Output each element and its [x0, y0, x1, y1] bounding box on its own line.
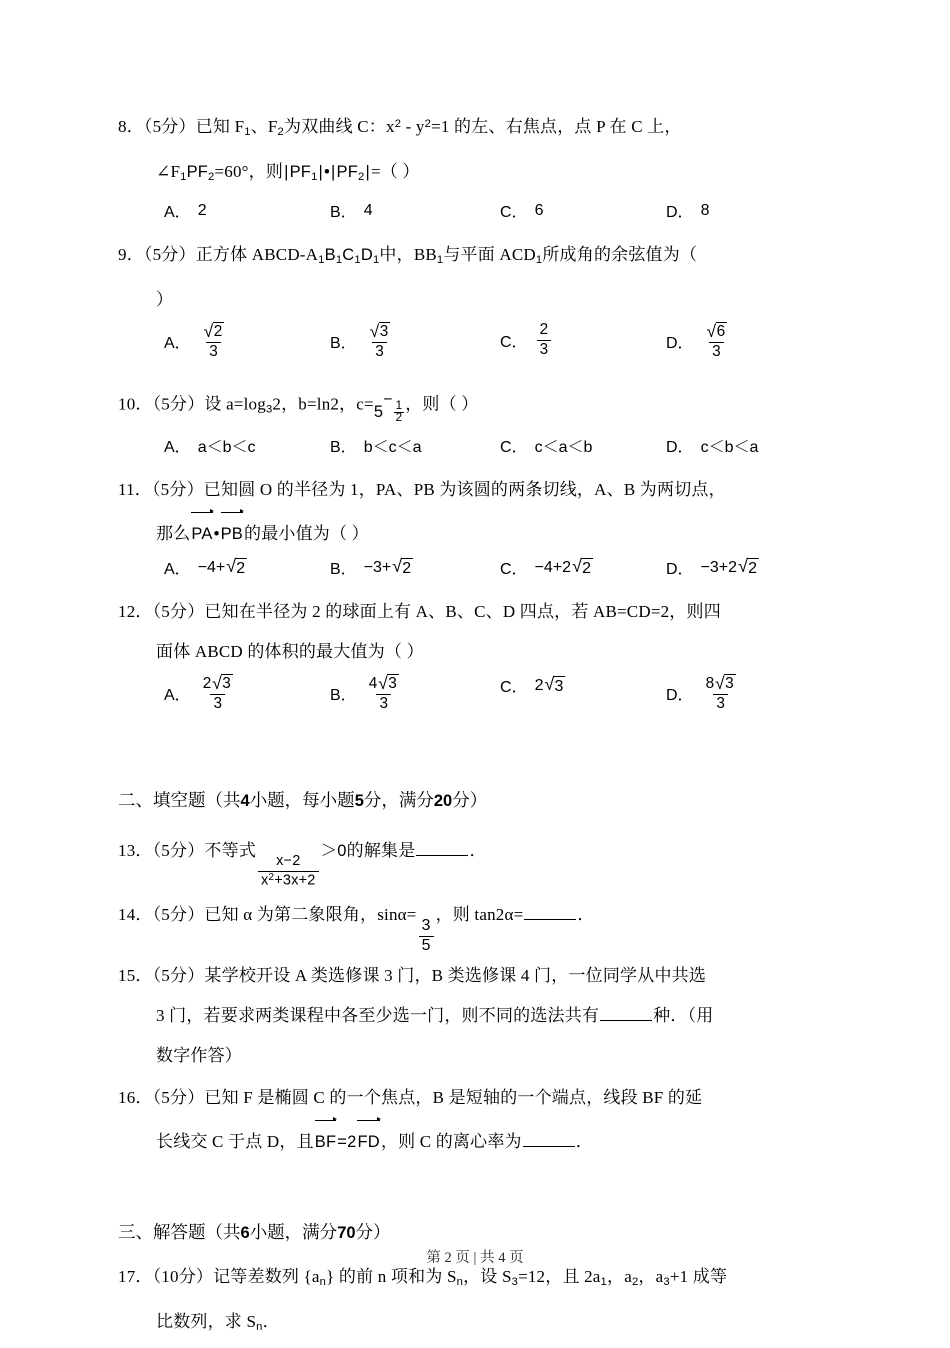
vector-bf-label: BF: [315, 1120, 336, 1162]
option-a[interactable]: [164, 322, 229, 359]
q8-pf1: PF: [289, 163, 312, 182]
question-16-points: （5分）: [152, 1088, 205, 1108]
q9-text-b: B: [324, 246, 336, 265]
question-9-options: [118, 322, 830, 378]
question-12-line-2: [118, 632, 830, 672]
q8-sup-1: 2: [394, 118, 402, 130]
dot-operator-icon: •: [324, 163, 331, 182]
question-11: [118, 470, 830, 590]
option-d-label: D．: [666, 439, 694, 457]
sqrt-icon: [572, 558, 593, 578]
question-8: [118, 104, 830, 233]
fraction-denominator: 5: [419, 936, 434, 955]
q8-text-d: - y: [401, 117, 425, 137]
question-10-number: 10．: [118, 394, 153, 414]
option-a-label: A．: [164, 204, 191, 222]
question-8-points: （5分）: [143, 117, 196, 137]
question-9-points: （5分）: [143, 245, 196, 265]
question-11-line-2: [118, 510, 830, 554]
question-16-line-2: [118, 1118, 830, 1162]
q9-text-f: 与平面 ACD: [443, 245, 536, 265]
option-c[interactable]: [500, 674, 565, 697]
q15-text-2b: 种．（用: [653, 1006, 714, 1026]
question-17-points: （10分）: [152, 1267, 214, 1287]
section-3-total: 70: [337, 1224, 356, 1243]
option-b[interactable]: [330, 434, 422, 457]
q17-sub-3: 3: [511, 1276, 519, 1289]
question-10: [118, 380, 830, 468]
question-11-points: （5分）: [151, 480, 204, 500]
fraction-numerator: 1: [395, 399, 403, 412]
arrow-head-icon: [333, 1117, 337, 1121]
radical-sign: √: [226, 556, 237, 577]
q15-text-3: 数字作答）: [156, 1046, 242, 1066]
question-13-line-1: [118, 825, 830, 888]
exponent-fraction: [394, 401, 405, 425]
vector-bf: [315, 1118, 336, 1162]
fraction-numerator: 2: [539, 321, 549, 339]
vector-pa-label: PA: [191, 512, 212, 554]
option-c-value: 6: [534, 201, 544, 219]
section-2-prefix: 二、填空题（共: [118, 790, 241, 811]
question-8-line-2: [118, 152, 830, 197]
question-11-options: [118, 556, 830, 590]
option-b[interactable]: [330, 556, 413, 579]
option-d[interactable]: [666, 199, 709, 222]
answer-blank-14[interactable]: [524, 905, 576, 921]
q13-inequality: ＞0: [320, 842, 347, 861]
q9-text-c: C: [342, 246, 355, 265]
q9-sub-5: 1: [436, 254, 444, 267]
q16-text-2a: 长线交 C 于点 D，且: [156, 1132, 314, 1152]
option-c-coefficient: 2: [534, 676, 544, 694]
question-12: [118, 592, 830, 730]
fraction-denominator: 3: [372, 342, 387, 360]
question-15-points: （5分）: [152, 966, 205, 986]
radical-sign: √: [212, 672, 222, 693]
option-c-fraction: [537, 322, 552, 357]
denominator-exponent: 2: [268, 871, 275, 883]
q8-text-a: 已知 F: [195, 117, 245, 137]
question-9-number: 9．: [118, 245, 144, 265]
q13-text-a: 不等式: [204, 841, 257, 861]
option-a[interactable]: [164, 199, 207, 222]
q9-sub-2: 1: [335, 254, 343, 267]
option-c-label: C．: [500, 333, 528, 351]
sqrt-icon: [378, 674, 399, 692]
q10-power-exponent: [383, 380, 405, 424]
question-10-options: [118, 434, 830, 468]
radicand: 3: [554, 677, 564, 695]
abs-bar-open-2: |: [331, 163, 336, 182]
option-a-label: A．: [164, 439, 191, 457]
section-3-prefix: 三、解答题（共: [118, 1222, 241, 1243]
section-2-total: 20: [433, 792, 453, 811]
option-b-prefix: −3+: [363, 558, 392, 576]
q8-pf: PF: [186, 163, 209, 182]
radicand: 2: [748, 559, 757, 577]
answer-blank-15[interactable]: [600, 1006, 652, 1022]
answer-blank-16[interactable]: [523, 1132, 575, 1148]
option-c-coef: 2: [562, 558, 572, 576]
vector-pa: [191, 510, 212, 554]
vector-pb: [221, 510, 243, 554]
radicand: 3: [379, 323, 389, 341]
question-9: [118, 235, 830, 378]
section-2-count: 4: [240, 792, 250, 811]
option-b-value: 4: [363, 201, 373, 219]
option-a[interactable]: [164, 434, 256, 457]
option-c-label: C．: [500, 679, 528, 697]
fraction-denominator: 3: [713, 694, 728, 712]
exponent-sign: −: [383, 391, 393, 409]
question-14: [118, 890, 830, 954]
option-d[interactable]: [666, 434, 758, 457]
arrow-head-icon: [210, 509, 214, 513]
q16-text-1: 已知 F 是椭圆 C 的一个焦点，B 是短轴的一个端点，线段 BF 的延: [204, 1088, 703, 1108]
option-c[interactable]: [500, 322, 553, 357]
question-14-points: （5分）: [152, 905, 205, 925]
q8-eq: =60°，则: [214, 162, 284, 182]
spacer-1: [118, 732, 830, 754]
q17-text-c: ，设 S: [463, 1267, 512, 1287]
sqrt-icon: [738, 558, 759, 578]
fraction-denominator: 3: [210, 694, 225, 712]
q9-sub-6: 1: [535, 254, 543, 267]
sqrt-icon: [212, 674, 233, 692]
question-16-line-1: [118, 1078, 830, 1118]
option-b-fraction: [366, 674, 402, 711]
q17-sub-n1: n: [319, 1276, 327, 1289]
abs-bar-close-2: |: [365, 163, 370, 182]
radicand: 3: [222, 675, 231, 693]
fraction-numerator: [703, 674, 739, 693]
question-8-options: [118, 199, 830, 233]
section-2-mid-1: 小题，每小题: [249, 790, 355, 811]
option-b-label: B．: [330, 686, 357, 704]
q8-text-e: =1 的左、右焦点，点 P 在 C 上，: [431, 117, 682, 137]
radicand: 2: [402, 559, 412, 577]
option-a[interactable]: [164, 674, 238, 711]
option-b-fraction: [366, 322, 394, 359]
question-17-line-2: [118, 1302, 830, 1347]
sqrt-icon: [715, 674, 736, 692]
option-c[interactable]: [500, 199, 543, 222]
radicand: 2: [213, 323, 223, 341]
sqrt-icon: [204, 322, 225, 340]
section-2-score: 5: [354, 792, 364, 811]
radical-sign: √: [738, 556, 748, 577]
q8-text-b: 、F: [250, 117, 278, 137]
section-2-mid-2: 分，满分: [363, 790, 434, 811]
q17-sub-3b: 3: [663, 1276, 670, 1289]
q9-text-a: 正方体 ABCD‑A: [195, 245, 319, 265]
coefficient: 8: [705, 675, 715, 693]
q9-text-e: 中，BB: [379, 245, 437, 265]
q8-sup-2: 2: [424, 118, 432, 130]
question-16-number: 16．: [118, 1088, 153, 1108]
radical-sign: √: [378, 672, 388, 693]
option-a-label: A．: [164, 561, 191, 579]
question-13-points: （5分）: [152, 841, 205, 861]
section-3-mid-1: 小题，满分: [249, 1222, 338, 1243]
answer-blank-13[interactable]: [416, 841, 468, 857]
q9-close-paren: ）: [156, 290, 174, 310]
q17-text-f: ，a: [638, 1267, 664, 1287]
q17-text-a: 记等差数列 {a: [213, 1267, 320, 1287]
option-a-prefix: −4+: [197, 558, 226, 576]
fraction-denominator: 3: [709, 342, 724, 360]
section-3-suffix: 分）: [355, 1222, 391, 1243]
question-16: [118, 1078, 830, 1162]
option-b-label: B．: [330, 334, 357, 352]
fraction-numerator: x−2: [276, 853, 301, 870]
option-b-label: B．: [330, 561, 357, 579]
fraction-denominator: 3: [376, 694, 391, 712]
q8-sub-2: 2: [277, 126, 284, 139]
q9-text-d: D: [360, 246, 373, 265]
option-c-label: C．: [500, 204, 528, 222]
q13-period: ．: [469, 841, 487, 861]
q8-sub-4: 2: [208, 171, 215, 184]
question-10-points: （5分）: [152, 394, 205, 414]
option-d[interactable]: [666, 674, 741, 711]
q14-text-b: ，则 tan2α=: [435, 905, 524, 925]
denominator-x: x: [261, 872, 269, 889]
fraction-denominator: 2: [395, 412, 403, 425]
q14-period: ．: [577, 905, 595, 925]
option-d-label: D．: [666, 686, 694, 704]
question-12-line-1: [118, 592, 830, 632]
q17-period: ．: [262, 1312, 280, 1332]
fraction-numerator: 3: [421, 917, 431, 935]
section-fill-in-blank-heading: [118, 780, 830, 821]
option-d-label: D．: [666, 204, 694, 222]
q9-sub-3: 1: [354, 254, 361, 267]
option-a-fraction: [200, 674, 236, 711]
question-8-number: 8．: [118, 117, 144, 137]
q14-fraction: [419, 918, 434, 954]
question-14-number: 14．: [118, 905, 153, 925]
option-d-prefix: −3+: [700, 558, 729, 576]
radicand: 2: [236, 559, 246, 577]
q8-sub-3: 1: [180, 171, 187, 184]
option-b[interactable]: [330, 322, 395, 359]
q11-text-b: 的最小值为（ ）: [244, 524, 369, 544]
q17-text-b: } 的前 n 项和为 S: [326, 1267, 457, 1287]
question-13-number: 13．: [118, 841, 153, 861]
question-15: [118, 956, 830, 1076]
option-d-fraction: [703, 322, 731, 359]
fraction-numerator: [200, 674, 236, 693]
sqrt-icon: [544, 676, 565, 696]
question-8-line-1: [118, 104, 830, 152]
abs-bar-open-1: |: [284, 163, 289, 182]
option-d[interactable]: [666, 322, 732, 359]
option-b-label: B．: [330, 439, 357, 457]
radical-sign: √: [715, 672, 725, 693]
q11-text-a: 那么: [156, 524, 191, 544]
option-d-coef: 2: [728, 558, 738, 576]
q9-sub-1: 1: [318, 254, 325, 267]
option-c[interactable]: [500, 434, 592, 457]
fraction-denominator: 3: [537, 340, 552, 358]
question-12-number: 12．: [118, 602, 153, 622]
q12-text-1: 已知在半径为 2 的球面上有 A、B、C、D 四点，若 AB=CD=2，则四: [204, 602, 721, 622]
option-d-value: 8: [700, 201, 710, 219]
section-2-suffix: 分）: [452, 790, 488, 811]
question-9-line-1: [118, 235, 830, 280]
vector-fd: [357, 1118, 379, 1162]
question-15-line-3: [118, 1036, 830, 1076]
q9-text-g: 所成角的余弦值为（: [542, 245, 698, 265]
dot-operator-icon: •: [213, 525, 220, 544]
radical-sign: √: [544, 674, 555, 695]
option-a-value: 2: [197, 201, 207, 219]
question-15-line-2: [118, 996, 830, 1036]
q11-text-1: 已知圆 O 的半径为 1，PA、PB 为该圆的两条切线，A、B 为两切点，: [203, 480, 726, 500]
q15-text-1: 某学校开设 A 类选修课 3 门，B 类选修课 4 门，一位同学从中共选: [204, 966, 707, 986]
sqrt-icon: [392, 558, 413, 578]
question-14-line-1: [118, 890, 830, 954]
q8-sub-6: 2: [358, 171, 365, 184]
q14-text-a: 已知 α 为第二象限角，sinα=: [204, 905, 417, 925]
q17-text-e: ，a: [607, 1267, 632, 1287]
fraction-numerator: [200, 322, 228, 341]
radicand: 3: [388, 675, 397, 693]
arrow-head-icon: [240, 509, 244, 513]
question-11-number: 11．: [118, 480, 152, 500]
question-10-line-1: [118, 380, 830, 432]
radicand: 6: [716, 323, 726, 341]
fraction-denominator: 3: [206, 342, 221, 360]
q17-text-2a: 比数列，求 S: [156, 1312, 257, 1332]
page-number-label: 第 2 页 | 共 4 页: [426, 1250, 524, 1266]
option-c[interactable]: [500, 556, 593, 579]
option-d-fraction: [703, 674, 739, 711]
radicand: 3: [725, 675, 734, 693]
coefficient: 2: [202, 675, 212, 693]
q12-text-2: 面体 ABCD 的体积的最大值为（ ）: [156, 642, 424, 662]
q13-fraction: [258, 854, 319, 888]
option-b[interactable]: [330, 674, 404, 711]
q16-period: ．: [575, 1132, 593, 1152]
spacer-2: [118, 1164, 830, 1186]
fraction-numerator: [703, 322, 731, 341]
question-9-line-2: [118, 280, 830, 320]
option-d-label: D．: [666, 561, 694, 579]
radical-sign: √: [572, 556, 582, 577]
q8-text-c: 为双曲线 C：x: [284, 117, 395, 137]
q8-sub-1: 1: [244, 126, 251, 139]
q8-pf2: PF: [336, 163, 358, 182]
q17-sub-n2: n: [456, 1276, 464, 1289]
question-12-points: （5分）: [152, 602, 205, 622]
fraction-numerator: [366, 674, 402, 693]
radical-sign: √: [369, 320, 380, 341]
q16-equals: =2: [337, 1133, 357, 1152]
option-c-prefix: −4+: [534, 558, 563, 576]
denominator-rest: +3x+2: [274, 872, 316, 889]
option-d-value: c＜b＜a: [700, 439, 759, 457]
q8-sub-5: 1: [311, 171, 318, 184]
option-a-value: a＜b＜c: [197, 439, 256, 457]
q13-text-c: 的解集是: [346, 841, 416, 861]
q10-power-base: 5: [373, 403, 384, 422]
question-17-number: 17．: [118, 1267, 153, 1287]
q17-sub-1: 1: [600, 1276, 607, 1289]
q17-sub-2: 2: [631, 1276, 639, 1289]
option-a-fraction: [200, 322, 228, 359]
q16-text-2b: ，则 C 的离心率为: [380, 1132, 522, 1152]
option-d-label: D．: [666, 334, 694, 352]
page-footer: [0, 1246, 950, 1267]
fraction-numerator: [366, 322, 394, 341]
question-12-options: [118, 674, 830, 730]
radicand: 2: [582, 559, 591, 577]
option-a-label: A．: [164, 686, 191, 704]
option-b[interactable]: [330, 199, 373, 222]
q10-text-a: 设 a=log: [204, 394, 266, 414]
section-3-count: 6: [240, 1224, 250, 1243]
vector-pb-label: PB: [221, 512, 243, 554]
option-c-label: C．: [500, 439, 528, 457]
q9-sub-4: 1: [372, 254, 380, 267]
question-15-number: 15．: [118, 966, 153, 986]
vector-fd-label: FD: [357, 1120, 379, 1162]
q8-angle: ∠F: [156, 162, 181, 182]
q10-text-c: ，则（ ）: [405, 394, 479, 414]
radical-sign: √: [706, 320, 716, 341]
option-b-label: B．: [330, 204, 357, 222]
coefficient: 4: [368, 675, 378, 693]
radical-sign: √: [203, 320, 214, 341]
option-b-value: b＜c＜a: [363, 439, 422, 457]
option-c-value: c＜a＜b: [534, 439, 593, 457]
option-d[interactable]: [666, 556, 759, 579]
question-15-line-1: [118, 956, 830, 996]
question-17: [118, 1257, 830, 1347]
sqrt-icon: [370, 322, 391, 340]
option-c-label: C．: [500, 561, 528, 579]
option-a[interactable]: [164, 556, 247, 579]
q15-text-2a: 3 门，若要求两类课程中各至少选一门，则不同的选法共有: [156, 1006, 600, 1026]
radical-sign: √: [392, 556, 403, 577]
question-13: [118, 825, 830, 888]
q10-text-b: 2，b=ln2，c=: [272, 394, 374, 414]
arrow-head-icon: [377, 1117, 381, 1121]
q8-end: =（ ）: [370, 162, 420, 182]
fraction-denominator: [258, 871, 319, 889]
sqrt-icon: [707, 322, 728, 340]
q17-sub-n3: n: [256, 1321, 263, 1334]
abs-bar-close-1: |: [318, 163, 324, 182]
question-11-line-1: [118, 470, 830, 510]
option-a-label: A．: [164, 334, 191, 352]
q17-text-d: =12，且 2a: [518, 1267, 601, 1287]
q17-text-g: +1 成等: [669, 1267, 728, 1287]
sqrt-icon: [226, 558, 247, 578]
q10-log-base: 3: [265, 404, 273, 417]
